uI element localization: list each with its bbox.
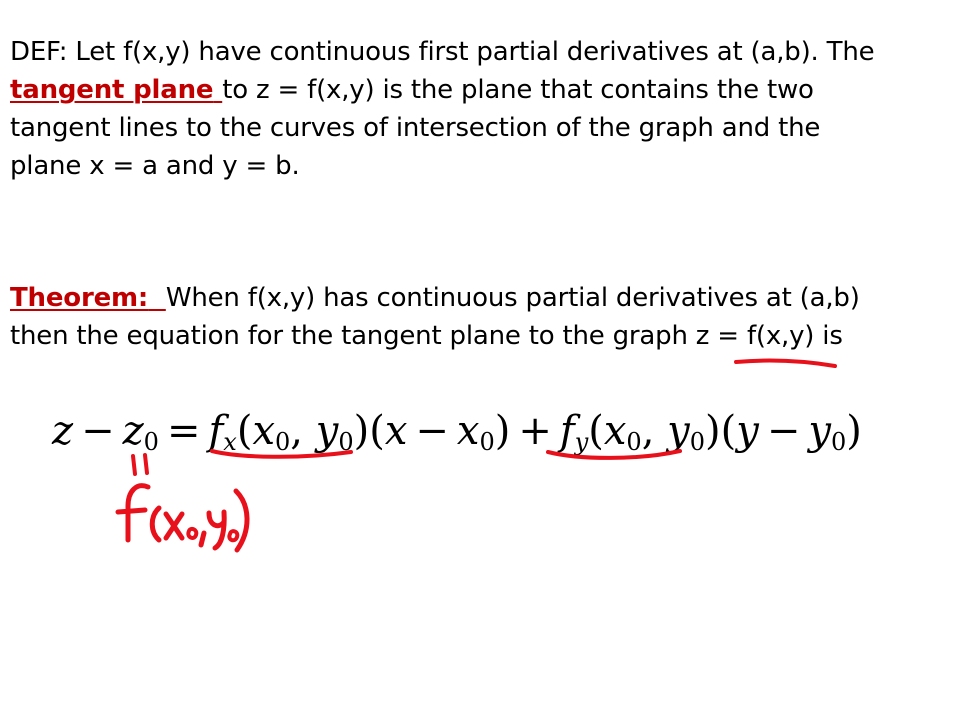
eq-paren: ( — [236, 408, 253, 454]
eq-var: y — [315, 408, 339, 454]
eq-paren: ) — [846, 408, 862, 454]
tangent-plane-equation — [52, 401, 862, 461]
eq-plus: + — [518, 408, 552, 454]
eq-equals: = — [166, 408, 201, 454]
eq-var: x — [252, 408, 275, 454]
eq-paren: ) — [353, 408, 370, 454]
eq-sub: 0 — [689, 428, 706, 456]
eq-comma: , — [641, 408, 668, 454]
ink-underline-zf — [736, 361, 835, 366]
definition-line-2 — [10, 71, 874, 109]
eq-fx-sub: x — [223, 428, 237, 456]
definition-line-2-text: to z = f(x,y) is the plane that contains the two — [222, 75, 814, 105]
eq-paren: ( — [588, 408, 604, 454]
eq-sub: 0 — [338, 428, 354, 456]
ink-x — [166, 514, 182, 538]
ink-f — [118, 486, 148, 540]
theorem-line-2: then the equation for the tangent plane to the graph z = f(x,y) is — [10, 321, 843, 351]
eq-fy: f — [559, 408, 575, 454]
definition-line-3: tangent lines to the curves of intersection of the graph and the — [10, 113, 821, 143]
ink-y — [209, 512, 224, 548]
ink-sub-zero-2 — [229, 531, 237, 540]
eq-var: x — [384, 408, 408, 454]
definition-block — [10, 33, 874, 185]
eq-var: x — [456, 408, 480, 454]
eq-var: x — [603, 408, 627, 454]
eq-sub: 0 — [626, 428, 642, 456]
eq-z0: z — [122, 408, 144, 454]
eq-z0-sub: 0 — [143, 428, 159, 456]
eq-sub: 0 — [479, 428, 495, 456]
ink-close-paren — [236, 491, 247, 550]
eq-minus: − — [81, 408, 115, 454]
eq-sub: 0 — [275, 428, 291, 456]
eq-var: y — [808, 408, 831, 454]
theorem-label: Theorem: — [10, 283, 149, 313]
theorem-line-1 — [10, 279, 860, 317]
eq-paren: ( — [720, 408, 737, 454]
definition-line-1: DEF: Let f(x,y) have continuous first partial derivatives at (a,b). The — [10, 37, 875, 67]
theorem-line-1-text: When f(x,y) has continuous partial derivatives at (a,b) — [165, 283, 860, 313]
definition-line-4: plane x = a and y = b. — [10, 151, 300, 181]
eq-var: y — [736, 408, 759, 454]
eq-minus: − — [415, 408, 449, 454]
theorem-block — [10, 279, 860, 355]
eq-paren: ( — [369, 408, 385, 454]
ink-comma — [201, 533, 204, 545]
eq-fy-sub: y — [574, 428, 589, 456]
ink-open-paren — [152, 508, 159, 540]
tangent-plane-term: tangent plane — [10, 75, 214, 105]
eq-sub: 0 — [830, 428, 847, 456]
eq-paren: ) — [705, 408, 721, 454]
eq-paren: ) — [494, 408, 511, 454]
eq-comma: , — [290, 408, 316, 454]
ink-sub-zero-1 — [188, 529, 196, 538]
eq-minus: − — [766, 408, 801, 454]
eq-fx: f — [208, 408, 224, 454]
eq-z: z — [52, 408, 74, 454]
eq-var: y — [667, 408, 690, 454]
